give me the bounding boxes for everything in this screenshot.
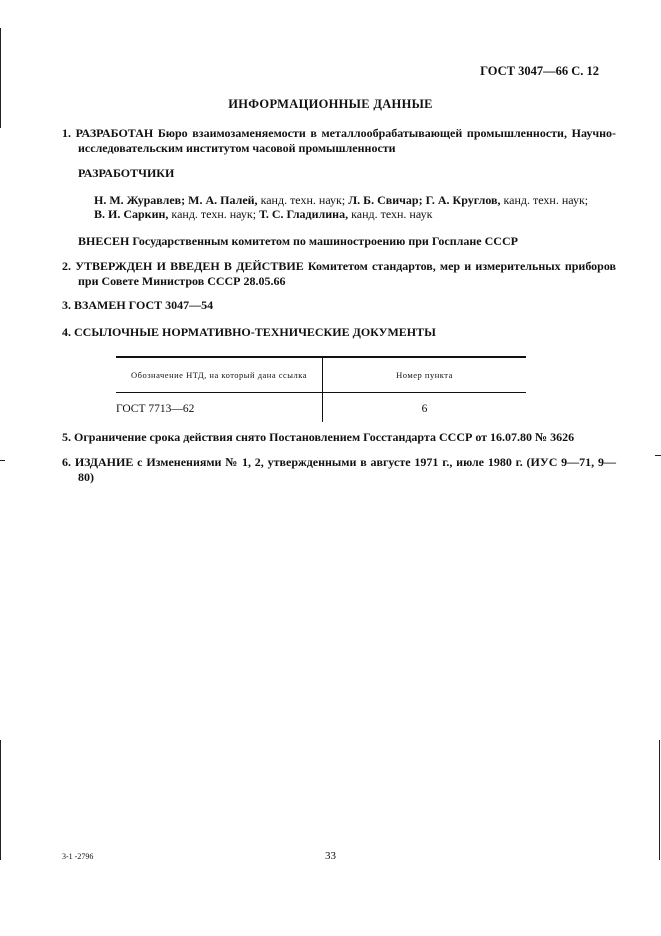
section-number: 1. xyxy=(62,126,71,140)
developer-name: М. А. Палей, xyxy=(188,193,258,207)
developers-line-2 xyxy=(94,207,432,222)
page-number: 33 xyxy=(325,850,336,862)
developer-degree: канд. техн. наук; xyxy=(171,207,257,221)
table-cell-item-number: 6 xyxy=(421,403,428,415)
crop-mark xyxy=(655,455,661,456)
section-edition: 6. ИЗДАНИЕ с Изменениями № 1, 2, утвержденными в августе 1971 г., июле 1980 г. (ИУС 9—71, 9—80) xyxy=(62,455,616,484)
table-cell-document: ГОСТ 7713—62 xyxy=(116,393,323,423)
column-header-document: Обозначение НТД, на который дана ссылка xyxy=(116,357,323,393)
section-limitation: 5. Ограничение срока действия снято Постановлением Госстандарта СССР от 16.07.80 № 3626 xyxy=(62,430,575,444)
introduced-by: ВНЕСЕН Государственным комитетом по машиностроению при Госплане СССР xyxy=(78,234,518,248)
section-text: Комитетом стандартов, мер и измерительных приборов при Совете Министров СССР 28.05.66 xyxy=(78,259,617,288)
column-header-item-number: Номер пункта xyxy=(323,357,527,393)
crop-mark xyxy=(659,740,660,860)
developer-name: В. И. Саркин, xyxy=(94,207,169,221)
developer-degree: канд. техн. наук xyxy=(351,207,433,221)
developer-name: Т. С. Гладилина, xyxy=(259,207,349,221)
section-lead: УТВЕРЖДЕН И ВВЕДЕН В ДЕЙСТВИЕ xyxy=(75,259,304,273)
crop-mark xyxy=(0,28,1,128)
developer-name: Г. А. Круглов, xyxy=(425,193,501,207)
section-number: 2. xyxy=(62,259,71,273)
document-reference: ГОСТ 3047—66 С. 12 xyxy=(480,64,599,78)
developer-degree: канд. техн. наук; xyxy=(503,193,589,207)
developer-name: Л. Б. Свичар; xyxy=(348,193,423,207)
crop-mark xyxy=(0,460,5,461)
developers-line-1 xyxy=(94,193,600,208)
developer-degree: канд. техн. наук; xyxy=(260,193,346,207)
crop-mark xyxy=(0,740,1,860)
print-code: 3-1 -2796 xyxy=(62,852,94,861)
section-lead: РАЗРАБОТАН xyxy=(75,126,154,140)
section-replaces: 3. ВЗАМЕН ГОСТ 3047—54 xyxy=(62,298,214,312)
table-row xyxy=(116,393,526,423)
section-text: Бюро взаимозаменяемости в металлообрабатывающей промышленности, Научно-исследовательским институтом часовой промышленности xyxy=(78,126,617,155)
section-approved xyxy=(62,259,616,289)
section-references: 4. ССЫЛОЧНЫЕ НОРМАТИВНО-ТЕХНИЧЕСКИЕ ДОКУМЕНТЫ xyxy=(62,325,436,339)
developer-name: Н. М. Журавлев; xyxy=(94,193,186,207)
references-table xyxy=(116,356,526,422)
table-header-row xyxy=(116,357,526,393)
page-title: ИНФОРМАЦИОННЫЕ ДАННЫЕ xyxy=(228,97,433,111)
section-developed xyxy=(62,126,616,156)
developers-heading: РАЗРАБОТЧИКИ xyxy=(78,166,175,180)
